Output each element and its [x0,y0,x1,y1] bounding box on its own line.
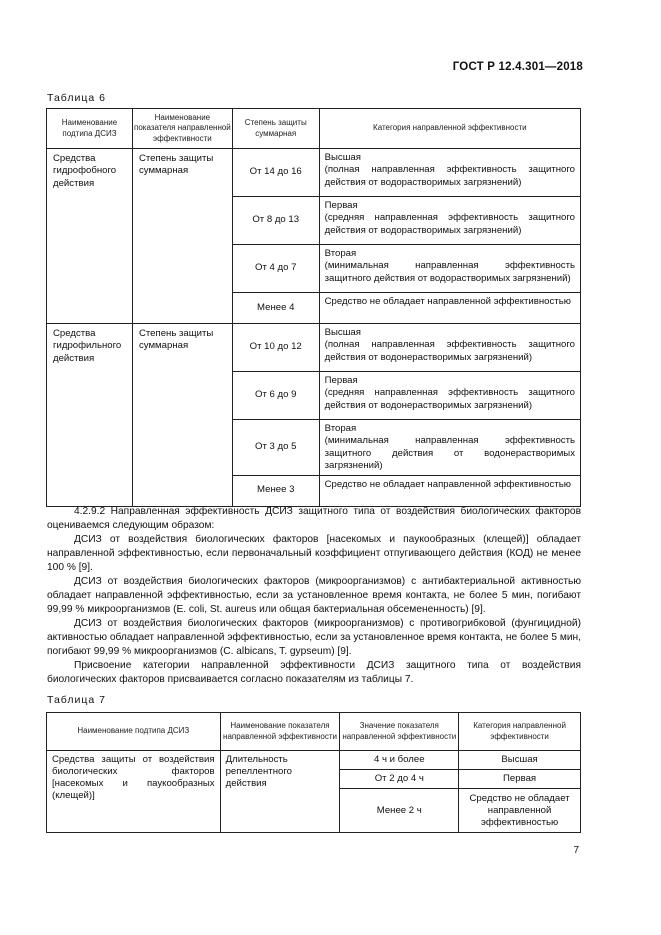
table6-header-category: Категория направленной эффективности [319,109,580,149]
table7-caption: Таблица 7 [47,694,106,706]
table7-header-row [47,713,581,751]
category-description: (полная направленная эффективность защитного действия от водонерастворимых загрязнений) [324,339,575,363]
table6-indicator: Степень защиты суммарная [132,149,232,324]
table6-category-cell [319,197,580,245]
table-6 [46,108,581,507]
table6-range: От 10 до 12 [232,324,319,372]
category-description: (полная направленная эффективность защитного действия от водорастворимых загрязнений) [324,164,575,188]
table-row [47,751,581,770]
table6-subtype-hydrophilic: Средства гидрофильного действия [47,324,133,507]
table6-indicator: Степень защиты суммарная [132,324,232,507]
table7-header-category: Категория направленной эффективности [459,713,581,751]
body-text [47,505,581,687]
table6-header-indicator: Наименование показателя направленной эффективности [132,109,232,149]
table7-category: Первая [459,770,581,789]
table6-header-degree: Степень защиты суммарная [232,109,319,149]
paragraph: ДСИЗ от воздействия биологических факторов (микроорганизмов) с антибактериальной активностью обладает направленной эффективностью, если за установленное время контакта, не более 5 мин, погибают 99,99 % микроорганизмов (E. coli, St. aureus или общая бактериальная обсемененность) [9]. [47,576,581,615]
category-name: Первая [324,200,358,211]
table6-category-cell [319,293,580,324]
table7-category: Средство не обладает направленной эффективностью [459,789,581,833]
paragraph: ДСИЗ от воздействия биологических факторов [насекомых и паукообразных (клещей)] обладает направленной эффективностью, если первоначальный коэффициент отпугивающего действия (КОД) не менее 100 % [9]. [47,534,581,573]
table6-range: От 14 до 16 [232,149,319,197]
table7-value: От 2 до 4 ч [340,770,459,789]
table7-subtype: Средства защиты от воздействия биологических факторов [насекомых и паукообразных (клещей)] [47,751,221,833]
category-description: (минимальная направленная эффективность защитного действия от водорастворимых загрязнений) [324,260,575,284]
paragraph: ДСИЗ от воздействия биологических факторов (микроорганизмов) с противогрибковой (фунгицидной) активностью обладает направленной эффективностью, если за установленное время контакта, не более 5 мин, погибают 99,99 % микроорганизмов (C. albicans, T. gypseum) [9]. [47,618,581,657]
category-name: Высшая [324,152,361,163]
table6-range: От 8 до 13 [232,197,319,245]
page-number: 7 [573,845,579,856]
category-name: Высшая [324,327,361,338]
paragraph: Присвоение категории направленной эффективности ДСИЗ защитного типа от воздействия биологических факторов присваивается согласно показателям из таблицы 7. [47,660,581,685]
table6-category-cell [319,149,580,197]
table6-range: От 6 до 9 [232,372,319,420]
table-row [47,324,581,372]
table7-header-subtype: Наименование подтипа ДСИЗ [47,713,221,751]
table6-range: Менее 4 [232,293,319,324]
table6-header-subtype: Наименование подтипа ДСИЗ [47,109,133,149]
category-name: Вторая [324,423,357,434]
table6-category-cell [319,324,580,372]
table7-header-indicator: Наименование показателя направленной эффективности [220,713,340,751]
table6-caption: Таблица 6 [47,92,106,104]
category-name: Средство не обладает направленной эффективностью [324,296,571,307]
table-7 [46,712,581,833]
table6-header-row [47,109,581,149]
table6-category-cell [319,420,580,476]
table6-category-cell [319,475,580,506]
table6-range: От 3 до 5 [232,420,319,476]
category-name: Первая [324,375,358,386]
category-description: (средняя направленная эффективность защитного действия от водорастворимых загрязнений) [324,212,575,236]
table-row [47,149,581,197]
table6-subtype-hydrophobic: Средства гидрофобного действия [47,149,133,324]
category-name: Средство не обладает направленной эффективностью [324,478,571,490]
table6-category-cell [319,372,580,420]
table7-value: Менее 2 ч [340,789,459,833]
table6-category-cell [319,245,580,293]
document-code: ГОСТ Р 12.4.301—2018 [452,61,583,73]
table7-header-value: Значение показателя направленной эффективности [340,713,459,751]
table7-value: 4 ч и более [340,751,459,770]
category-description: (средняя направленная эффективность защитного действия от водонерастворимых загрязнений) [324,387,575,411]
table6-range: Менее 3 [232,475,319,506]
paragraph-4-2-9-2: 4.2.9.2 Направленная эффективность ДСИЗ защитного типа от воздействия биологических факторов оцениваемся следующим образом: [47,506,581,531]
table7-category: Высшая [459,751,581,770]
table7-indicator: Длительность репеллентного действия [220,751,340,833]
category-name: Вторая [324,248,357,259]
category-description: (минимальная направленная эффективность защитного действия от водонерастворимых загрязнений) [324,435,575,472]
table6-range: От 4 до 7 [232,245,319,293]
